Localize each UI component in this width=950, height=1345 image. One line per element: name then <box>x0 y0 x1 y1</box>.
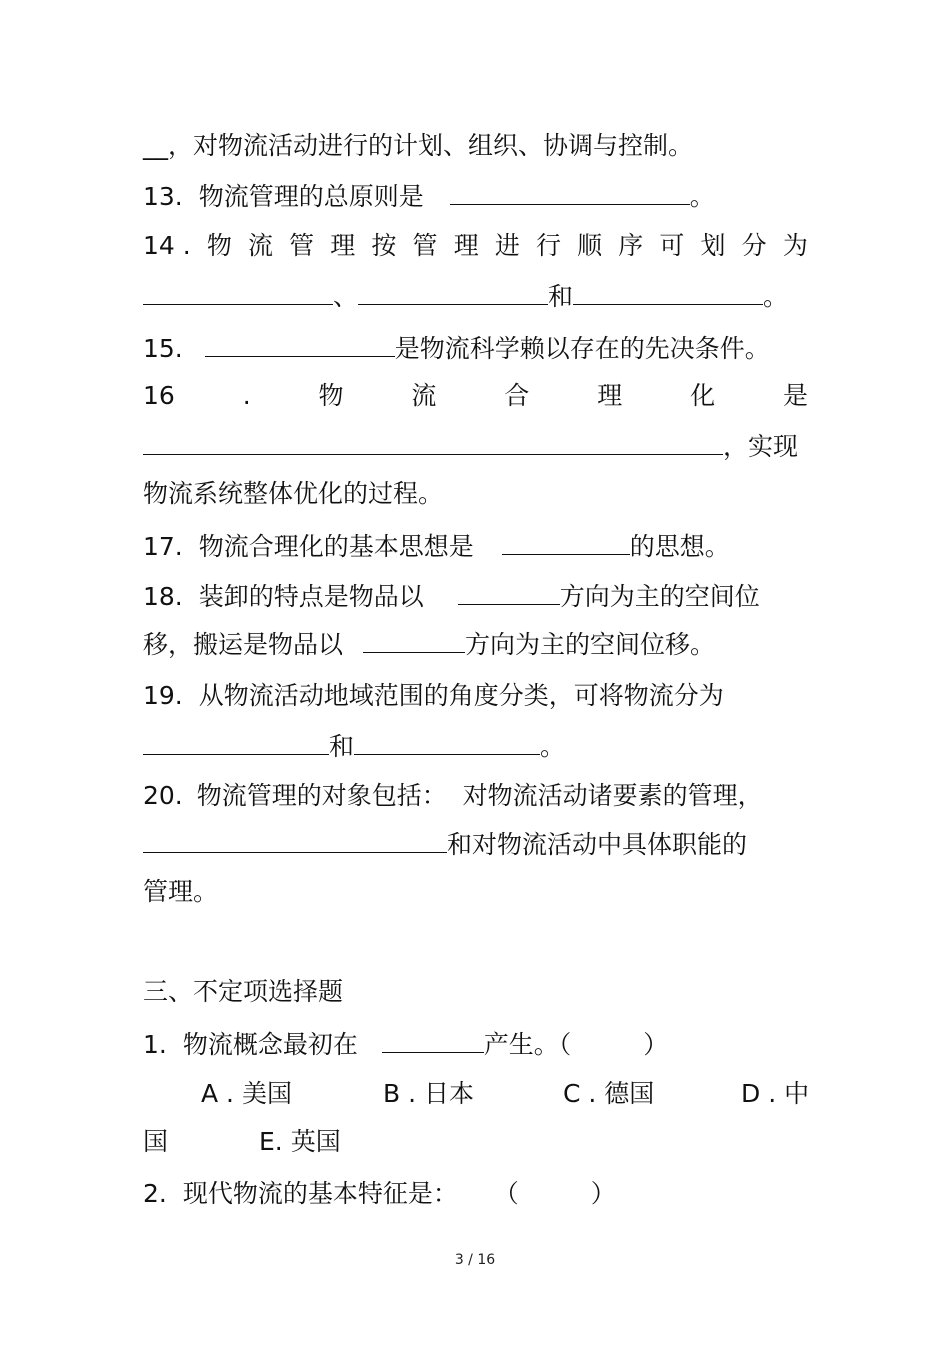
mc2-line <box>143 1178 808 1210</box>
q15-line <box>143 332 808 365</box>
q16-line3 <box>143 478 808 510</box>
q12-line <box>143 130 808 162</box>
q14-char: 按 <box>371 231 397 260</box>
section-title-text: 三、不定项选择题 <box>143 977 344 1006</box>
q13-blank[interactable] <box>450 180 690 205</box>
q17-number: 17. <box>143 532 183 561</box>
q13-number: 13. <box>143 182 183 211</box>
mc1-option-d-cont: 国 <box>143 1127 169 1156</box>
q14-blank-2[interactable] <box>358 280 548 305</box>
mc1-line <box>143 1028 808 1061</box>
mc1-option-d[interactable]: D . 中 <box>741 1079 810 1108</box>
q13-line <box>143 180 808 213</box>
q15-text: 是物流科学赖以存在的先决条件。 <box>394 334 770 363</box>
q18-blank-2[interactable] <box>363 628 465 653</box>
q16-text: 物流系统整体优化的过程。 <box>143 479 444 508</box>
q19-blank-1[interactable] <box>143 730 329 755</box>
mc1-text: 物流概念最初在 <box>182 1030 358 1059</box>
q13-text: 物流管理的总原则是 <box>198 182 424 211</box>
q18-text2: 方向为主的空间位 <box>559 582 760 611</box>
q14-char: 划 <box>700 231 726 260</box>
q14-char: 分 <box>741 231 767 260</box>
q12-blank: __ <box>143 131 168 160</box>
q14-end: 。 <box>763 282 789 311</box>
q16-char: 化 <box>690 381 716 410</box>
q14-line <box>143 230 808 262</box>
q16-char: . <box>242 381 251 410</box>
q20-text3: 管理。 <box>143 877 219 906</box>
q19-blanks-line <box>143 730 808 763</box>
q18-text1: 装卸的特点是物品以 <box>198 582 424 611</box>
q15-blank[interactable] <box>205 332 395 357</box>
q14-char: 进 <box>494 231 520 260</box>
q14-char: 14 . <box>143 231 191 260</box>
mc2-number: 2. <box>143 1179 167 1208</box>
mc1-number: 1. <box>143 1030 167 1059</box>
q14-char: 为 <box>782 231 808 260</box>
q19-blank-2[interactable] <box>354 730 540 755</box>
q20-line <box>143 780 808 812</box>
q16-char: 16 <box>143 381 175 410</box>
q20-text: 物流管理的对象包括： 对物流活动诸要素的管理， <box>196 781 763 810</box>
q17-line <box>143 530 808 563</box>
q20-blank[interactable] <box>143 828 447 853</box>
q18-line <box>143 580 808 613</box>
q14-char: 可 <box>659 231 685 260</box>
mc1-tail: 产生。（ <box>483 1030 572 1059</box>
mc1-option-b[interactable]: B . 日本 <box>383 1079 474 1108</box>
q14-char: 序 <box>618 231 644 260</box>
q17-tail: 的思想。 <box>629 532 730 561</box>
q16-blank-line <box>143 430 808 463</box>
q14-blank-3[interactable] <box>573 280 763 305</box>
q14-char: 管 <box>412 231 438 260</box>
q13-end: 。 <box>689 182 715 211</box>
q18-text3: 移，搬运是物品以 <box>143 630 344 659</box>
q16-char: 理 <box>597 381 623 410</box>
q16-char: 是 <box>782 381 808 410</box>
q14-blanks-line <box>143 280 808 313</box>
q14-char: 管 <box>289 231 315 260</box>
q14-char: 理 <box>330 231 356 260</box>
q20-line2 <box>143 828 808 861</box>
q14-char: 流 <box>247 231 273 260</box>
q14-blank-1[interactable] <box>143 280 333 305</box>
q16-char: 物 <box>318 381 344 410</box>
q15-number: 15. <box>143 334 183 363</box>
q20-number: 20. <box>143 781 183 810</box>
q14-char: 行 <box>535 231 561 260</box>
page-number: 3 / 16 <box>454 1252 496 1268</box>
q20-text2: 和对物流活动中具体职能的 <box>447 830 748 859</box>
q17-blank[interactable] <box>502 530 630 555</box>
q17-text: 物流合理化的基本思想是 <box>198 532 474 561</box>
mc2-close: ） <box>590 1179 616 1208</box>
q19-number: 19. <box>143 681 183 710</box>
q16-char: 流 <box>411 381 437 410</box>
q18-blank-1[interactable] <box>458 580 560 605</box>
q16-line <box>143 380 808 412</box>
q19-sep: 和 <box>329 732 355 761</box>
q18-text4: 方向为主的空间位移。 <box>464 630 715 659</box>
q20-line3 <box>143 876 808 908</box>
q18-line2 <box>143 628 808 661</box>
q12-text: ，对物流活动进行的计划、组织、协调与控制。 <box>168 131 694 160</box>
q19-line <box>143 680 808 712</box>
q16-blank[interactable] <box>143 430 723 455</box>
q14-char: 顺 <box>577 231 603 260</box>
q19-end: 。 <box>540 732 566 761</box>
q16-tail: ，实现 <box>723 432 799 461</box>
q19-text: 从物流活动地域范围的角度分类，可将物流分为 <box>198 681 724 710</box>
mc1-options-line2 <box>143 1126 808 1158</box>
q14-char: 物 <box>206 231 232 260</box>
mc1-option-a[interactable]: A . 美国 <box>201 1079 292 1108</box>
mc1-close: ） <box>643 1030 669 1059</box>
mc1-blank[interactable] <box>382 1028 484 1053</box>
mc1-option-e[interactable]: E. 英国 <box>259 1127 341 1156</box>
q16-char: 合 <box>504 381 530 410</box>
q14-sep-2: 和 <box>548 282 574 311</box>
mc2-text: 现代物流的基本特征是： <box>182 1179 458 1208</box>
section-title <box>143 976 808 1008</box>
q14-sep-1: 、 <box>333 282 359 311</box>
q14-char: 理 <box>453 231 479 260</box>
mc1-option-c[interactable]: C . 德国 <box>563 1079 655 1108</box>
mc2-open: （ <box>493 1179 519 1208</box>
q18-number: 18. <box>143 582 183 611</box>
